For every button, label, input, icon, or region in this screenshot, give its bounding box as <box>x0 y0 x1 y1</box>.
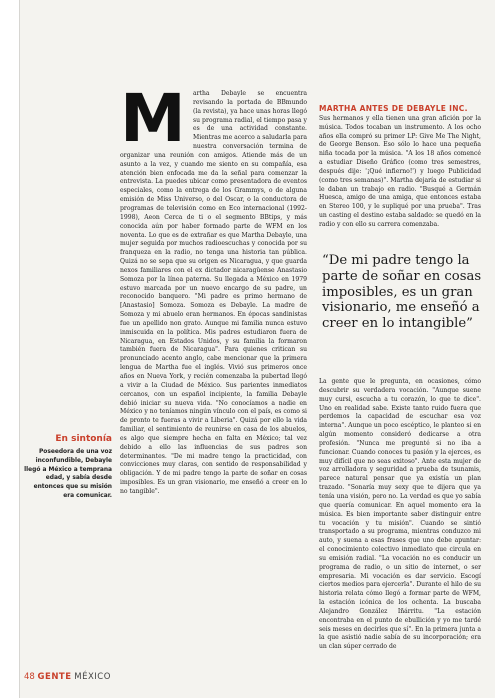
drop-cap: M <box>120 80 186 157</box>
page-number: 48 <box>24 672 35 682</box>
sidebar-callout <box>24 434 112 501</box>
article-right-column-bottom <box>319 378 481 652</box>
article-left-column <box>120 80 307 497</box>
left-column-text: artha Debayle se encuentra revisando la portada de BBmundo (la revista), ya hace unas horas llegó su programa radial, el tiempo pasa y es de una actividad constante. Mientras me acerco a saludarla para nuestra conversación termina de organizar una reunión con amigos. Atiende más de un asunto a la vez, y cuando me siento en su compañía, esa atención bien enfocada me da la señal para comenzar la entrevista. La puedes ubicar como presentadora de eventos especiales, como la entrega de los Grammys, o de alguna emisión de Miss Universo, o del Oscar, o la conductora de programas de televisión como en Eco internacional (1992-1998), Aeon Cerca de ti o el segmento BBtips, y más conocida aún por haber formado parte de WFM en los noventa. Lo que es de extrañar es que Martha Debayle, una mujer seguida por muchos radioescuchas y conocida por su franqueza en la radio, no tenga una historia tan pública. Quizá no se sepa que su origen es Nicaragua, y que guarda nexos familiares con el ex dictador nicaragüense Anastasio Somoza por la línea paterna. Su llegada a México en 1979 estuvo marcada por un nuevo encargo de su padre, un reconocido banquero. "Mi padre es primo hermano de [Anastasio] Somoza. Somoza es Debayle. La madre de Somoza y mi abuelo eran hermanos. En épocas sandinistas fue un apellido non grato. Aunque mi familia nunca estuvo inmiscuida en la política. Mis padres estudiaron fuera de Nicaragua, en Estados Unidos, y su familia la formaron también fuera de Nicaragua". Para quienes critican su pronunciado acento anglo, cabe mencionar que la primera lengua de Martha fue el inglés. Vivió sus primeros once años en Nueva York, y recién comenzaba la pubertad llegó a vivir a la Ciudad de México. Sus parientes inmediatos cercanos, con un español incipiente, la familia Debayle debió iniciar su nueva vida. "No conocíamos a nadie en México y no teníamos ningún vínculo con el país, es como si de pronto te fueras a vivir a Liberia". Quizá por ello la vida familiar, el sentimiento de reunirse en casa de los abuelos, es algo que siempre hecha en falta en México; tal vez debido a ello las influencias de sus padres son determinantes. "De mi madre tengo la practicidad, con convicciones muy claras, con sentido de responsabilidad y obligación. Y de mi padre tengo la parte de soñar en cosas imposibles. Es un gran visionario, me enseñó a creer en lo no tangible". <box>120 90 307 495</box>
right-column-bottom-text: La gente que le pregunta, en ocasiones, cómo descubrir su verdadera vocación. "Aunque suene muy cursi, escucha a tu corazón, lo que te dice". Uno en realidad sabe. Existe tanto ruido fuera que perdemos la capacidad de escuchar esa voz interna". Aunque un poco escéptico, le planteo si en algún momento consideró dedicarse a otra profesión. "Nunca me pregunté si no iba a funcionar. Cuando conoces tu pasión y la ejerces, es muy difícil que no seas exitoso". Ante esta mujer de voz arrolladora y seguridad a prueba de tsunamis, parece natural pensar que ya existía un plan trazado. "Sonaría muy sexy que te dijera que ya tenía una visión, pero no. La verdad es que yo sabía que quería comunicar. En aquel momento era la música. Es bien importante saber distinguir entre tu vocación y tu misión". Cuando se sintió transportado a su programa, mientras conduzco mi auto, y suena a esas frases que uno debe apuntar: el conocimiento colectivo inmediato que circula en su emisión radial. "La vocación no es conducir un programa de radio, o un sitio de internet, o ser empresaria. Mi vocación es dar servicio. Escogí ciertos medios para ejercerla". Durante el hilo de su historia relata cómo llegó a formar parte de WFM, la estación icónica de los ochenta. La buscaba Alejandro González Iñárritu. "La estación encontraba en el punto de ebullición y yo me tardé seis meses en decirles que sí". En la primera junta a la que asistió nadie sabía de su incorporación; era un clan súper cerrado de <box>319 378 481 651</box>
page-footer <box>24 672 111 682</box>
right-column-top-text: Sus hermanos y ella tienen una gran afición por la música. Todos tocaban un instrumento. A los ocho años ella compró su primer LP: Give Me The Night, de George Benson. Eso sólo lo hace una pequeña niña tocada por la música. "A los 18 años comencé a estudiar Diseño Gráfico (como tres semestres, después dije: '¡Qué infierno!') y luego Publicidad (como tres semanas)". Martha dejaría de estudiar si le daban un trabajo en radio. "Busqué a Germán Huesca, amigo de una amiga, que entonces estaba en Stereo 100, y le supliqué por una prueba". Tras un casting el destino estaba saldado: se quedó en la radio y con ello su carrera comenzaba. <box>319 114 481 228</box>
margin-divider <box>19 0 20 698</box>
sidebar-heading: En sintonía <box>55 434 112 444</box>
pull-quote: “De mi padre tengo la parte de soñar en cosas imposibles, es un gran visionario, me enseñó a creer en lo intangible” <box>322 253 482 332</box>
section-heading: MARTHA ANTES DE DEBAYLE INC. <box>319 104 468 113</box>
page-margin-strip <box>0 0 19 698</box>
article-right-column-top <box>319 105 481 230</box>
magazine-brand: GENTE <box>37 672 72 682</box>
sidebar-text: Poseedora de una voz inconfundible, Debayle llegó a México a temprana edad, y sabía desde entonces que su misión era comunicar. <box>24 449 112 499</box>
magazine-edition: MÉXICO <box>74 672 111 682</box>
